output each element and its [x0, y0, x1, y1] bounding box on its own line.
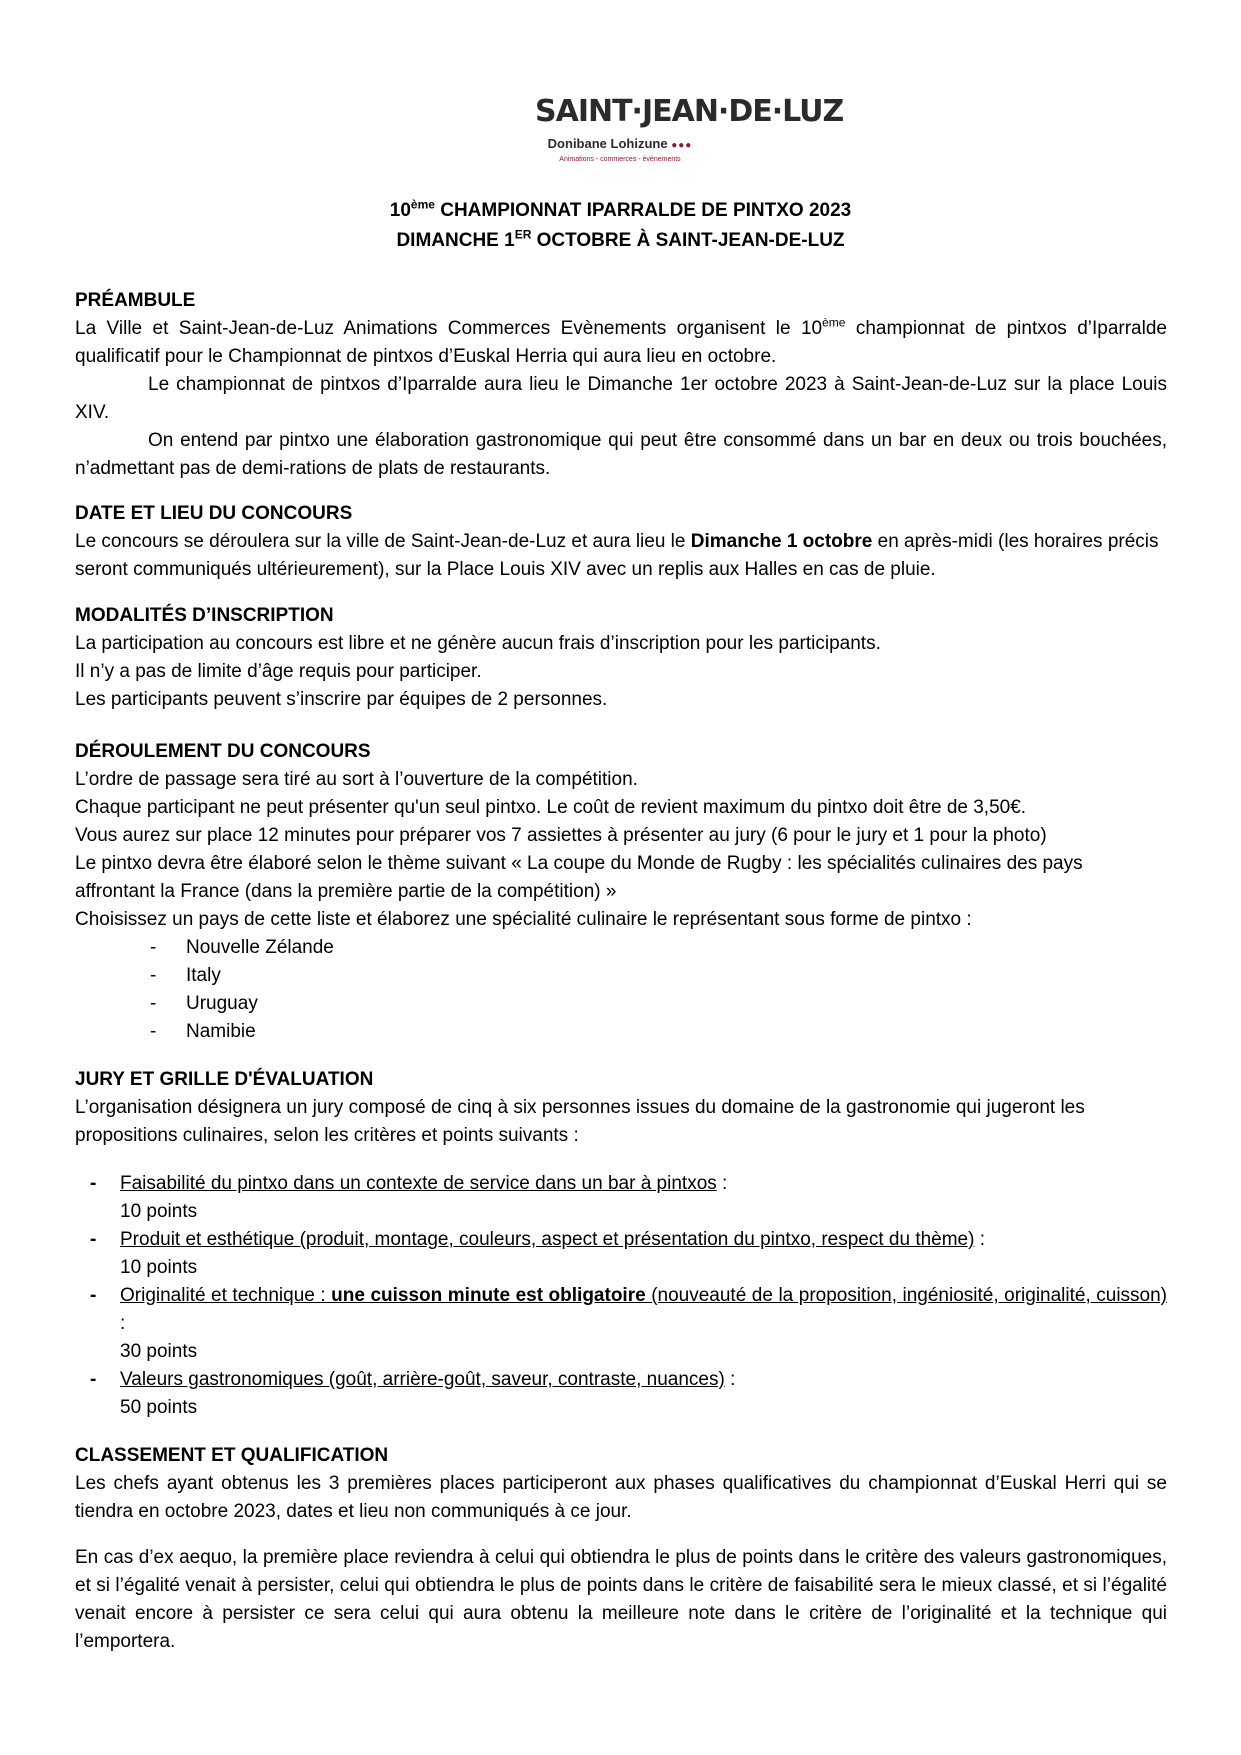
paragraph: Le championnat de pintxos d’Iparralde aura lieu le Dimanche 1er octobre 2023 à Saint-Jean-de-Luz sur la place Louis XIV. — [75, 374, 1167, 423]
criterion: - Faisabilité du pintxo dans un contexte de service dans un bar à pintxos : 10 points — [75, 1170, 1167, 1226]
text-line: Vous aurez sur place 12 minutes pour préparer vos 7 assiettes à présenter au jury (6 pour le jury et 1 pour la photo) — [75, 825, 1047, 846]
section-jury — [75, 1066, 1167, 1150]
document-title-line2: DIMANCHE 1ER OCTOBRE À SAINT-JEAN-DE-LUZ — [396, 227, 845, 251]
paragraph: L’organisation désignera un jury composé de cinq à six personnes issues du domaine de la gastronomie qui jugeront les propositions culinaires, selon les critères et points suivants : — [75, 1097, 1085, 1146]
criterion-points: 30 points — [120, 1341, 198, 1362]
paragraph: Le concours se déroulera sur la ville de Saint-Jean-de-Luz et aura lieu le Dimanche 1 octobre en après-midi (les horaires précis seront communiqués ultérieurement), sur la Place Louis XIV avec un replis aux Halles en cas de pluie. — [75, 531, 1159, 580]
criterion-points: 10 points — [120, 1201, 198, 1222]
logo-dots: ●●● — [671, 140, 693, 151]
paragraph: La Ville et Saint-Jean-de-Luz Animations Commerces Evènements organisent le 10ème championnat de pintxos d’Iparralde qualificatif pour le Championnat de pintxos d’Euskal Herria qui aura lieu en octobre. — [75, 315, 1167, 367]
section-inscription — [75, 602, 1167, 714]
list-item: - Italy — [150, 965, 221, 986]
paragraph: Les chefs ayant obtenus les 3 premières places participeront aux phases qualificatives du championnat d’Euskal Herri qui se tiendra en octobre 2023, dates et lieu non communiqués à ce jour. — [75, 1473, 1167, 1522]
text-line: Le pintxo devra être élaboré selon le thème suivant « La coupe du Monde de Rugby : les spécialités culinaires des pays affrontant la France (dans la première partie de la compétition) » — [75, 853, 1083, 902]
text-line: La participation au concours est libre et ne génère aucun frais d’inscription pour les participants. — [75, 633, 881, 654]
logo-subtitle: Donibane Lohizune — [547, 136, 668, 151]
section-heading: CLASSEMENT ET QUALIFICATION — [75, 1445, 389, 1466]
criterion-points: 10 points — [120, 1257, 198, 1278]
criterion-points: 50 points — [120, 1397, 198, 1418]
paragraph: On entend par pintxo une élaboration gastronomique qui peut être consommé dans un bar en deux ou trois bouchées, n’admettant pas de demi-rations de plats de restaurants. — [75, 430, 1167, 479]
section-deroulement — [75, 738, 1167, 1046]
section-preambule — [75, 287, 1167, 483]
criterion: - Valeurs gastronomiques (goût, arrière-goût, saveur, contraste, nuances) : 50 points — [75, 1366, 1167, 1422]
text-line: Chaque participant ne peut présenter qu'un seul pintxo. Le coût de revient maximum du pintxo doit être de 3,50€. — [75, 797, 1027, 818]
criterion: - Produit et esthétique (produit, montage, couleurs, aspect et présentation du pintxo, respect du thème) : 10 points — [75, 1226, 1167, 1282]
list-item: - Namibie — [150, 1021, 256, 1042]
saint-jean-de-luz-logo — [535, 72, 844, 163]
logo-tagline: Animations - commerces - évènements — [559, 156, 681, 163]
text-line: Il n’y a pas de limite d’âge requis pour participer. — [75, 661, 482, 682]
criteria-list — [75, 1170, 1167, 1422]
text-line: L’ordre de passage sera tiré au sort à l’ouverture de la compétition. — [75, 769, 638, 790]
section-classement — [75, 1442, 1167, 1656]
list-item: - Nouvelle Zélande — [150, 937, 334, 958]
document-title-line1: 10ème CHAMPIONNAT IPARRALDE DE PINTXO 2023 — [389, 197, 852, 221]
section-heading: PRÉAMBULE — [75, 290, 196, 311]
section-heading: DÉROULEMENT DU CONCOURS — [75, 741, 371, 762]
text-line: Choisissez un pays de cette liste et élaborez une spécialité culinaire le représentant sous forme de pintxo : — [75, 909, 972, 930]
section-heading: MODALITÉS D’INSCRIPTION — [75, 605, 334, 626]
section-date-lieu — [75, 500, 1167, 584]
section-heading: JURY ET GRILLE D'ÉVALUATION — [75, 1069, 374, 1090]
text-line: Les participants peuvent s’inscrire par équipes de 2 personnes. — [75, 689, 608, 710]
section-heading: DATE ET LIEU DU CONCOURS — [75, 503, 353, 524]
logo-name: SAINT·JEAN·DE·LUZ — [535, 94, 844, 129]
list-item: - Uruguay — [150, 993, 258, 1014]
criterion: - Originalité et technique : une cuisson minute est obligatoire (nouveauté de la proposition, ingéniosité, originalité, cuisson) : 30 points — [75, 1282, 1167, 1366]
paragraph: En cas d’ex aequo, la première place reviendra à celui qui obtiendra le plus de points dans le critère des valeurs gastronomiques, et si l’égalité venait à persister, celui qui obtiendra le plus de points dans le critère de faisabilité sera le mieux classé, et si l’égalité venait encore à persister ce sera celui qui aura obtenu la meilleure note dans le critère de l’originalité et la technique qui l’emportera. — [75, 1547, 1167, 1652]
